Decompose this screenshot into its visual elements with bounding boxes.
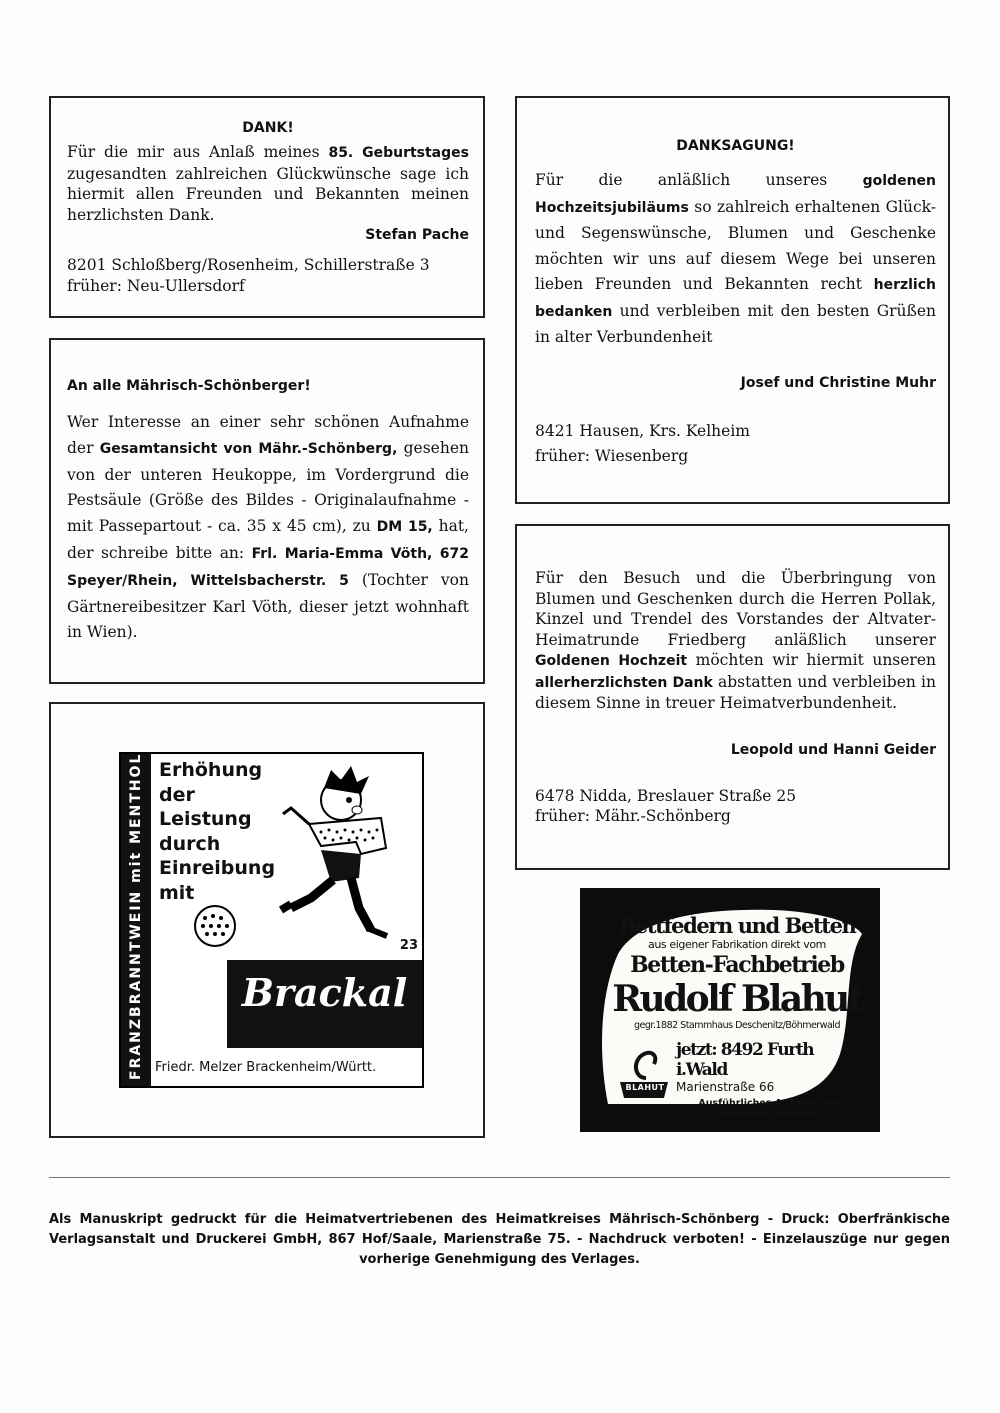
blahut-text: Bettfedern und Betten aus eigener Fabrikation direkt vom Betten-Fachbetrieb Rudolf Blahut gegr.1882 Stammhaus Deschenitz/Böhmerwald xyxy=(612,913,862,1031)
ad-headline: Erhöhung der Leistung durch Einreibung mit xyxy=(159,759,276,904)
photo-offer-notice xyxy=(49,338,485,684)
side-banner-text: FRANZBRANNTWEIN mit MENTHOL xyxy=(128,752,144,1080)
footer-imprint: Als Manuskript gedruckt für die Heimatvertriebenen des Heimatkreises Mährisch-Schönberg - Druck: Oberfränkische Verlagsanstalt und Druckerei GmbH, 867 Hof/Saale, Marienstraße 75. - Nachdruck verboten! - Einzelauszüge nur gegen vorherige Genehmigung des Verlages. xyxy=(49,1212,950,1267)
footer-rule xyxy=(49,1177,950,1178)
blahut-logo-text: BLAHUT xyxy=(625,1083,665,1092)
dank-text: Für die mir aus Anlaß meines 85. Geburtstages zugesandten zahlreichen Glückwünsche sage ich hiermit allen Freunden und Bekannten meinen herzlichsten Dank. xyxy=(67,143,469,224)
dank-notice xyxy=(49,96,485,318)
danksagung-notice xyxy=(515,96,950,504)
geider-thanks-notice xyxy=(515,524,950,870)
dank-title: DANK! xyxy=(242,120,294,136)
danksagung-signature: Josef und Christine Muhr xyxy=(740,374,936,391)
danksagung-address: 8421 Hausen, Krs. Kelheim früher: Wiesenberg xyxy=(535,421,750,465)
geider-text: Für den Besuch und die Überbringung von Blumen und Geschenken durch die Herren Pollak, Kinzel und Trendel des Vorstandes der Altvater-Heimatrunde Friedberg anläßlich unserer Goldenen Hochzeit möchten wir hiermit unseren allerherzlichsten Dank abstatten und verbleiben in diesem Sinne in treuer Heimatverbundenheit. xyxy=(535,569,936,712)
swan-logo-icon xyxy=(614,1038,674,1102)
brand-logo: Brackal xyxy=(241,970,408,1015)
photo-offer-title: An alle Mährisch-Schönberger! xyxy=(67,378,311,394)
manufacturer: Friedr. Melzer Brackenheim/Württ. xyxy=(155,1060,377,1075)
geider-address: 6478 Nidda, Breslauer Straße 25 früher: Mähr.-Schönberg xyxy=(535,786,797,825)
blahut-address: jetzt: 8492 Furth i.Wald Marienstraße 66 Ausführliches Angebot und Preisliste kostenlos. xyxy=(676,1040,844,1120)
dank-address: 8201 Schloßberg/Rosenheim, Schillerstraße 3 früher: Neu-Ullersdorf xyxy=(67,256,430,295)
geider-signature: Leopold und Hanni Geider xyxy=(730,741,936,758)
brackal-ad xyxy=(119,752,424,1088)
danksagung-text: Für die anläßlich unseres goldenen Hochzeitsjubiläums so zahlreich erhaltenen Glück- und Segenswünsche, Blumen und Geschenke möchten wir uns auf diesem Wege bei unseren lieben Freunden und Bekannten recht herzlich bedanken und verbleiben mit den besten Grüßen in alter Verbundenheit xyxy=(535,171,937,346)
football-icon xyxy=(193,904,237,948)
dank-signature: Stefan Pache xyxy=(365,227,469,243)
photo-offer-text: Wer Interesse an einer sehr schönen Aufnahme der Gesamtansicht von Mähr.-Schönberg, gesehen von der unteren Heukoppe, im Vordergrund die Pestsäule (Größe des Bildes - Originalaufnahme - mit Passepartout - ca. 35 x 45 cm), zu DM 15, hat, der schreibe bitte an: Frl. Maria-Emma Vöth, 672 Speyer/Rhein, Wittelsbacherstr. 5 (Tochter von Gärtnereibesitzer Karl Vöth, dieser jetzt wohnhaft in Wien). xyxy=(67,413,469,642)
ad-number: 23 xyxy=(399,938,418,953)
danksagung-title: DANKSAGUNG! xyxy=(676,138,795,154)
